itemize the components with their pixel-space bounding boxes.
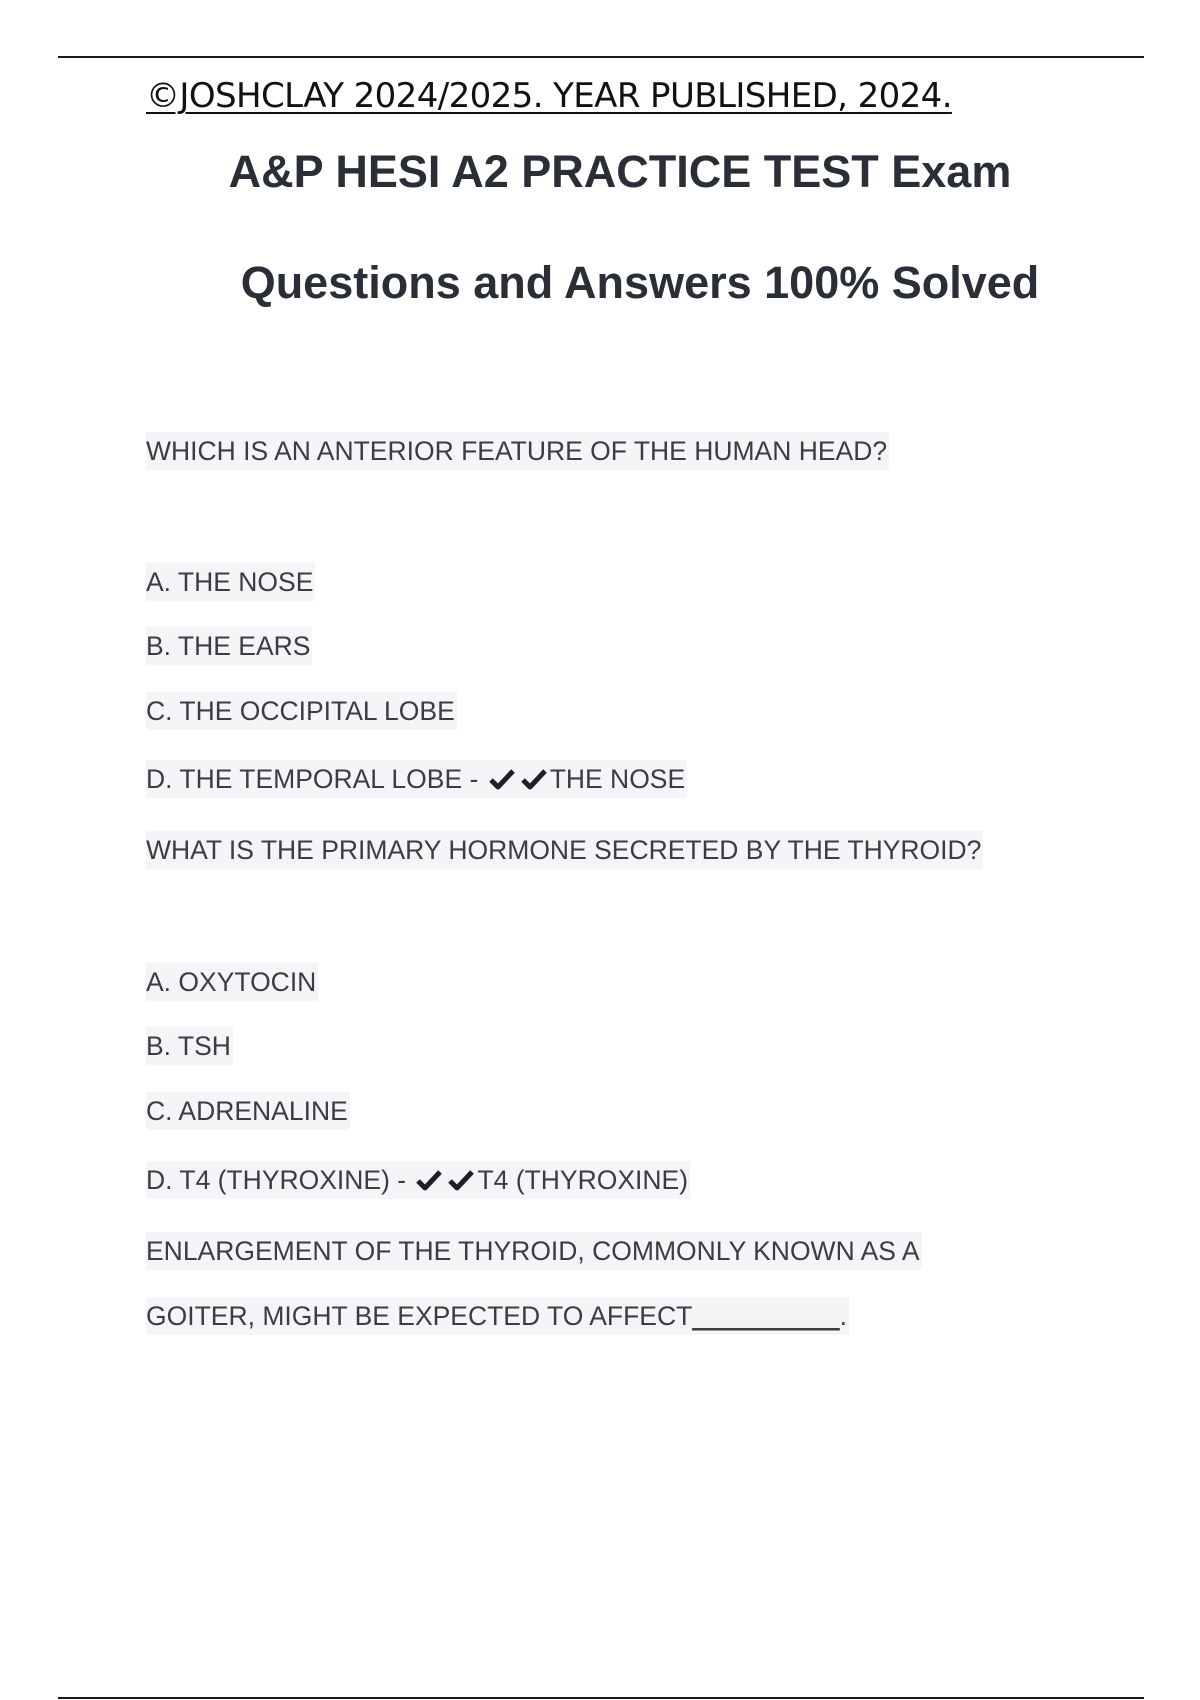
question-3-stem: GOITER, MIGHT BE EXPECTED TO AFFECT xyxy=(146,1301,693,1331)
question-2-option-d-label: D. T4 (THYROXINE) - xyxy=(146,1165,407,1195)
question-1-option-c: C. THE OCCIPITAL LOBE xyxy=(146,692,457,730)
question-1-text: WHICH IS AN ANTERIOR FEATURE OF THE HUMAN HEAD? xyxy=(146,432,889,470)
checkmark-icon xyxy=(520,767,548,791)
document-title-line2: Questions and Answers 100% Solved xyxy=(240,257,1040,308)
question-2-option-b: B. TSH xyxy=(146,1027,233,1065)
question-1-option-d xyxy=(146,760,687,798)
question-3-text-line2 xyxy=(146,1297,849,1335)
copyright-header: ©JOSHCLAY 2024/2025. YEAR PUBLISHED, 2024. xyxy=(146,76,952,116)
bottom-rule xyxy=(58,1697,1144,1699)
document-title-line1: A&P HESI A2 PRACTICE TEST Exam xyxy=(228,146,1012,197)
question-1-option-a: A. THE NOSE xyxy=(146,563,315,601)
fill-in-blank: __________ xyxy=(692,1301,840,1331)
question-2-option-d xyxy=(146,1161,690,1199)
question-1-option-d-label: D. THE TEMPORAL LOBE - xyxy=(146,764,479,794)
question-1-answer: THE NOSE xyxy=(549,764,686,794)
question-1-option-b: B. THE EARS xyxy=(146,627,312,665)
question-2-option-c: C. ADRENALINE xyxy=(146,1092,350,1130)
question-3-period: . xyxy=(839,1301,848,1331)
checkmark-icon xyxy=(415,1168,443,1192)
question-3-text-line1: ENLARGEMENT OF THE THYROID, COMMONLY KNOWN AS A xyxy=(146,1232,922,1270)
checkmark-icon xyxy=(447,1168,475,1192)
question-2-option-a: A. OXYTOCIN xyxy=(146,963,318,1001)
question-2-answer: T4 (THYROXINE) xyxy=(477,1165,689,1195)
top-rule xyxy=(58,56,1144,58)
question-2-text: WHAT IS THE PRIMARY HORMONE SECRETED BY THE THYROID? xyxy=(146,831,983,869)
checkmark-icon xyxy=(488,767,516,791)
